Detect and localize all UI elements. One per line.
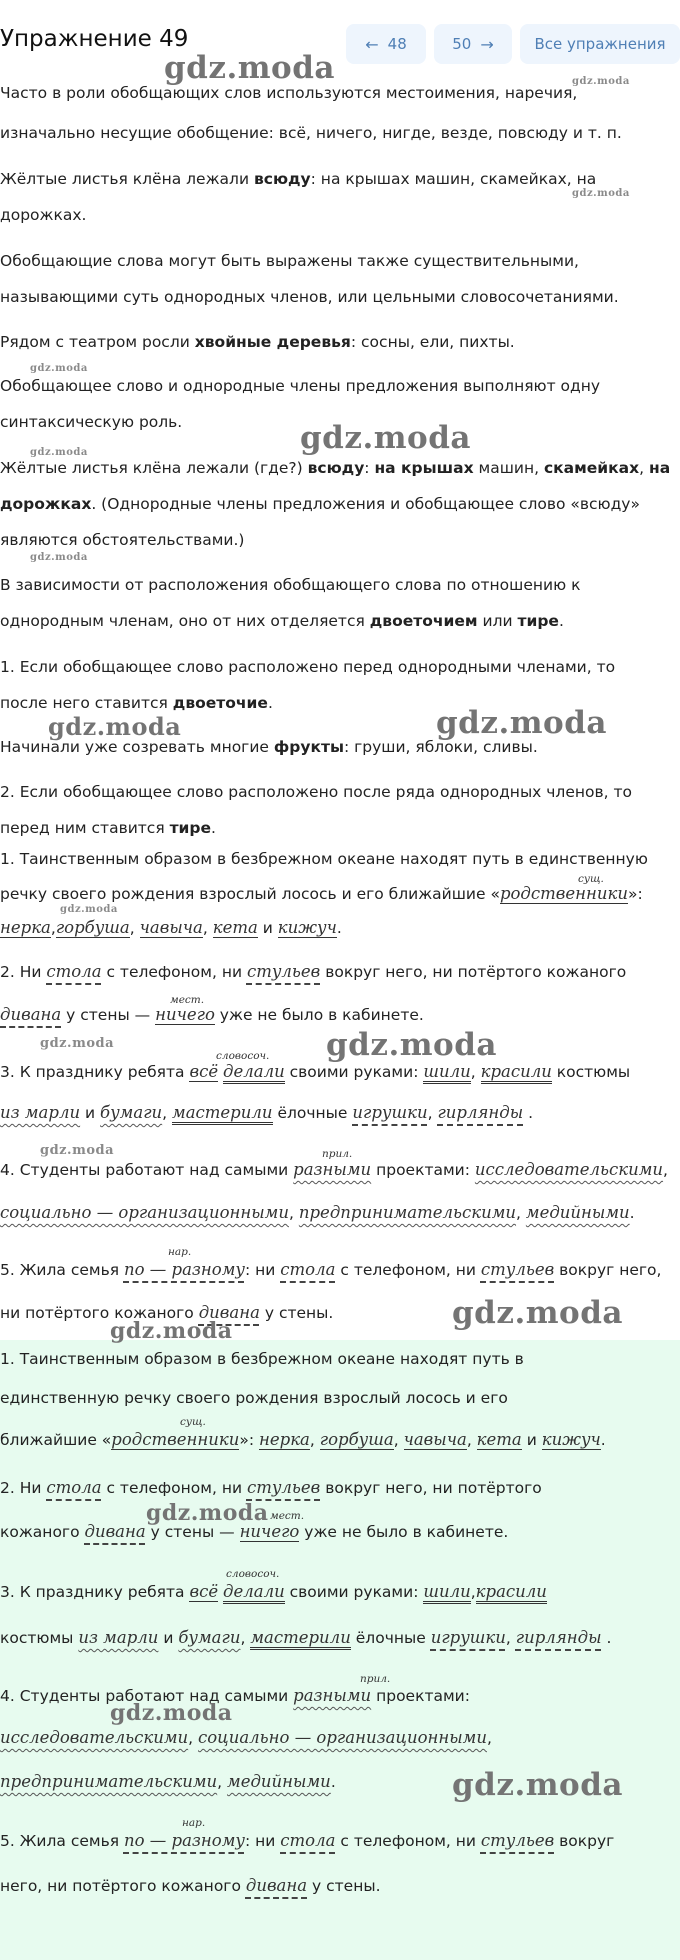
marked-word: стола xyxy=(280,1831,336,1850)
marked-word: всё xyxy=(189,1062,219,1081)
marked-word: предпринимательскими xyxy=(298,1203,517,1222)
theory-line xyxy=(0,612,564,630)
marked-word: из марли xyxy=(0,1103,81,1122)
marked-word: всё xyxy=(189,1582,219,1601)
marked-word: по — разному xyxy=(123,1831,245,1850)
part-of-speech-label: сущ. xyxy=(578,873,604,885)
text-fragment: . xyxy=(558,612,564,630)
watermark: gdz.moda xyxy=(572,188,630,199)
marked-word: чавыча xyxy=(403,1430,467,1449)
answer-1-line-3 xyxy=(0,1430,606,1449)
text-fragment: хвойные деревья xyxy=(194,333,351,351)
part-of-speech-label: словосоч. xyxy=(216,1050,270,1062)
marked-word: дивана xyxy=(198,1303,260,1322)
text-fragment: . xyxy=(523,1104,534,1122)
text-fragment: , xyxy=(470,1063,481,1081)
marked-word: чавыча xyxy=(139,918,203,937)
sentence-4-line-2 xyxy=(0,1203,635,1222)
theory-line xyxy=(0,413,182,431)
example-line xyxy=(0,531,244,549)
marked-word: медийными xyxy=(525,1203,630,1222)
text-fragment: 3. К празднику ребята xyxy=(0,1583,190,1601)
all-exercises-button[interactable] xyxy=(520,24,680,64)
text-fragment: Рядом с театром росли xyxy=(0,333,195,351)
text-fragment: , xyxy=(516,1204,526,1222)
marked-word: стульев xyxy=(480,1260,555,1279)
sentence-1-line-3 xyxy=(0,918,342,937)
text-fragment: , xyxy=(663,1161,668,1179)
marked-word: бумаги xyxy=(100,1103,163,1122)
text-fragment: изначально несущие обобщение: всё, ничего, нигде, везде, повсюду и т. п. xyxy=(0,124,622,142)
watermark: gdz.moda xyxy=(40,1143,115,1158)
text-fragment: 1. Таинственным образом в безбрежном океане находят путь в xyxy=(0,1350,524,1368)
sentence-3-line-1 xyxy=(0,1062,630,1081)
text-fragment: являются обстоятельствами.) xyxy=(0,531,245,549)
marked-word: предпринимательскими xyxy=(0,1772,218,1791)
answer-block xyxy=(0,1340,680,1960)
marked-word: мастерили xyxy=(172,1103,273,1125)
text-fragment: двоеточием xyxy=(369,612,478,630)
text-fragment: , xyxy=(240,1629,251,1647)
sentence-4-line-1 xyxy=(0,1160,668,1179)
text-fragment: . xyxy=(600,1431,606,1449)
theory-line xyxy=(0,288,619,306)
marked-word: гирлянды xyxy=(515,1628,602,1647)
text-fragment: называющими суть однородных членов, или цельными словосочетаниями. xyxy=(0,288,619,306)
watermark: gdz.moda xyxy=(146,1500,269,1526)
text-fragment: , xyxy=(505,1629,516,1647)
text-fragment: »: xyxy=(628,885,643,903)
text-fragment: вокруг него, xyxy=(554,1261,662,1279)
sentence-1-line-2 xyxy=(0,884,643,903)
text-fragment: 4. Студенты работают над самыми xyxy=(0,1687,294,1705)
watermark: gdz.moda xyxy=(60,904,118,915)
text-fragment: В зависимости от расположения обобщающего слова по отношению к xyxy=(0,576,581,594)
marked-word: кижуч xyxy=(277,918,337,937)
text-fragment: , xyxy=(289,1204,299,1222)
text-fragment: на xyxy=(649,459,671,477)
text-fragment: у стены. xyxy=(307,1877,381,1895)
text-fragment: . xyxy=(267,694,273,712)
prev-exercise-button[interactable] xyxy=(346,24,426,64)
marked-word: горбуша xyxy=(55,918,130,937)
text-fragment: . xyxy=(330,1773,336,1791)
marked-word: стола xyxy=(46,962,102,981)
text-fragment: костюмы xyxy=(551,1063,631,1081)
sentence-1-line-1 xyxy=(0,850,648,868)
text-fragment: , xyxy=(470,1583,476,1601)
marked-word: социально — организационными xyxy=(198,1728,487,1747)
watermark: gdz.moda xyxy=(164,50,335,86)
watermark: gdz.moda xyxy=(452,1767,623,1803)
part-of-speech-label: нар. xyxy=(168,1246,192,1258)
text-fragment: своими руками: xyxy=(284,1583,424,1601)
text-fragment: . xyxy=(629,1204,635,1222)
text-fragment: вокруг него, ни потёртого xyxy=(320,1479,542,1497)
text-fragment: синтаксическую роль. xyxy=(0,413,183,431)
text-fragment: Обобщающие слова могут быть выражены также существительными, xyxy=(0,252,579,270)
theory-line xyxy=(0,84,577,102)
answer-4-line-2 xyxy=(0,1728,492,1747)
watermark: gdz.moda xyxy=(30,447,88,458)
example-line xyxy=(0,495,640,513)
text-fragment: на крышах xyxy=(374,459,474,477)
marked-word: делали xyxy=(223,1062,285,1084)
text-fragment: с телефоном, ни xyxy=(101,963,247,981)
marked-word: дивана xyxy=(0,1005,62,1024)
text-fragment: своими руками: xyxy=(284,1063,424,1081)
text-fragment: : xyxy=(364,459,375,477)
text-fragment: Начинали уже созревать многие xyxy=(0,738,274,756)
theory-line xyxy=(0,377,600,395)
marked-word: медийными xyxy=(227,1772,331,1791)
marked-word: социально — организационными xyxy=(0,1203,289,1222)
text-fragment: однородным членам, оно от них отделяется xyxy=(0,612,370,630)
marked-word: мастерили xyxy=(250,1628,351,1650)
marked-word: кижуч xyxy=(541,1430,601,1449)
arrow-left-icon: ← xyxy=(365,34,379,54)
marked-word: делали xyxy=(223,1582,285,1604)
marked-word: кета xyxy=(476,1430,522,1449)
marked-word: разными xyxy=(293,1686,372,1705)
marked-word: дивана xyxy=(245,1876,308,1895)
text-fragment: Обобщающее слово и однородные члены предложения выполняют одну xyxy=(0,377,601,395)
marked-word: исследовательскими xyxy=(474,1160,664,1179)
answer-4-line-3 xyxy=(0,1772,336,1791)
text-fragment: речку своего рождения взрослый лосось и его ближайшие « xyxy=(0,885,500,903)
watermark: gdz.moda xyxy=(452,1295,623,1331)
text-fragment: 5. Жила семья xyxy=(0,1832,124,1850)
part-of-speech-label: прил. xyxy=(322,1148,353,1160)
exercise-header xyxy=(0,18,680,68)
marked-word: по — разному xyxy=(123,1260,245,1279)
marked-word: гирлянды xyxy=(437,1103,524,1122)
marked-word: стола xyxy=(280,1260,336,1279)
text-fragment: : ни xyxy=(244,1261,281,1279)
marked-word: нерка xyxy=(259,1430,310,1449)
text-fragment: , xyxy=(202,919,213,937)
marked-word: стола xyxy=(46,1478,102,1497)
text-fragment: тире xyxy=(517,612,559,630)
text-fragment: с телефоном, ни xyxy=(101,1479,247,1497)
text-fragment: 4. Студенты работают над самыми xyxy=(0,1161,294,1179)
rule-line xyxy=(0,694,273,712)
watermark: gdz.moda xyxy=(572,76,630,87)
marked-word: красили xyxy=(476,1582,547,1604)
watermark: gdz.moda xyxy=(300,420,471,456)
answer-3-line-1 xyxy=(0,1582,547,1601)
watermark: gdz.moda xyxy=(30,552,88,563)
watermark: gdz.moda xyxy=(30,363,88,374)
text-fragment: , xyxy=(50,919,56,937)
text-fragment: »: xyxy=(239,1431,255,1449)
text-fragment: Жёлтые листья клёна лежали (где?) xyxy=(0,459,308,477)
text-fragment: : ни xyxy=(244,1832,281,1850)
answer-1-line-2 xyxy=(0,1389,508,1407)
text-fragment: всюду xyxy=(307,459,365,477)
answer-5-line-1 xyxy=(0,1831,614,1850)
marked-word: из марли xyxy=(78,1628,159,1647)
text-fragment: костюмы xyxy=(0,1629,79,1647)
watermark: gdz.moda xyxy=(326,1027,497,1063)
sentence-2-line-2 xyxy=(0,1005,424,1024)
text-fragment: всюду xyxy=(253,170,311,188)
text-fragment: и xyxy=(158,1629,179,1647)
text-fragment: , xyxy=(427,1104,438,1122)
text-fragment: 3. К празднику ребята xyxy=(0,1063,190,1081)
answer-5-line-2 xyxy=(0,1876,381,1895)
text-fragment: , xyxy=(188,1729,198,1747)
answer-3-line-2 xyxy=(0,1628,611,1647)
text-fragment: машин, xyxy=(473,459,544,477)
text-fragment: , xyxy=(217,1773,228,1791)
marked-word: исследовательскими xyxy=(0,1728,189,1747)
answer-4-line-1 xyxy=(0,1686,470,1705)
text-fragment: двоеточие xyxy=(172,694,268,712)
text-fragment: уже не было в кабинете. xyxy=(299,1523,509,1541)
arrow-right-icon: → xyxy=(480,34,494,54)
marked-word: ничего xyxy=(155,1005,215,1024)
marked-word: ничего xyxy=(239,1522,300,1541)
example-line xyxy=(0,459,670,477)
text-fragment: . xyxy=(211,819,216,837)
theory-line xyxy=(0,252,579,270)
text-fragment: Часто в роли обобщающих слов используются местоимения, наречия, xyxy=(0,84,578,102)
rule-line xyxy=(0,819,216,837)
marked-word: игрушки xyxy=(352,1103,428,1122)
text-fragment: 2. Ни xyxy=(0,963,47,981)
text-fragment: . xyxy=(336,919,342,937)
marked-word: шили xyxy=(423,1062,470,1084)
marked-word: родственники xyxy=(499,884,628,903)
rule-line xyxy=(0,658,615,676)
rule-line xyxy=(0,783,632,801)
text-fragment: Жёлтые листья клёна лежали xyxy=(0,170,254,188)
text-fragment: дорожках. xyxy=(0,206,87,224)
text-fragment: вокруг xyxy=(554,1832,615,1850)
text-fragment: . xyxy=(601,1629,612,1647)
text-fragment: и xyxy=(257,919,278,937)
text-fragment: , xyxy=(129,919,140,937)
text-fragment: 1. Если обобщающее слово расположено перед однородными членами, то xyxy=(0,658,616,676)
text-fragment: , xyxy=(309,1431,320,1449)
text-fragment: него, ни потёртого кожаного xyxy=(0,1877,246,1895)
text-fragment: тире xyxy=(169,819,212,837)
page-title: Упражнение 49 xyxy=(0,26,189,52)
sentence-3-line-2 xyxy=(0,1103,533,1122)
text-fragment: , xyxy=(466,1431,477,1449)
prev-exercise-label: 48 xyxy=(387,35,407,53)
marked-word: горбуша xyxy=(319,1430,394,1449)
text-fragment: у стены. xyxy=(259,1304,334,1322)
marked-word: игрушки xyxy=(430,1628,506,1647)
watermark: gdz.moda xyxy=(48,712,182,741)
sentence-2-line-1 xyxy=(0,962,626,981)
marked-word: стульев xyxy=(480,1831,555,1850)
text-fragment: 5. Жила семья xyxy=(0,1261,124,1279)
part-of-speech-label: сущ. xyxy=(180,1416,206,1428)
text-fragment: , xyxy=(393,1431,404,1449)
sentence-5-line-1 xyxy=(0,1260,661,1279)
theory-line xyxy=(0,124,622,142)
example-line xyxy=(0,206,86,224)
text-fragment: с телефоном, ни xyxy=(335,1261,481,1279)
text-fragment: ближайшие « xyxy=(0,1431,112,1449)
answer-2-line-1 xyxy=(0,1478,542,1497)
text-fragment: . (Однородные члены предложения и обобщающее слово «всюду» xyxy=(91,495,640,513)
text-fragment: , xyxy=(162,1104,173,1122)
text-fragment: кожаного xyxy=(0,1523,85,1541)
text-fragment: , xyxy=(487,1729,492,1747)
text-fragment: : на крышах машин, скамейках, на xyxy=(310,170,597,188)
part-of-speech-label: мест. xyxy=(270,1510,305,1522)
text-fragment: , xyxy=(639,459,649,477)
marked-word: бумаги xyxy=(178,1628,241,1647)
text-fragment: дорожках xyxy=(0,495,92,513)
part-of-speech-label: мест. xyxy=(170,994,205,1006)
text-fragment: проектами: xyxy=(371,1687,470,1705)
part-of-speech-label: словосоч. xyxy=(226,1568,280,1580)
marked-word: стульев xyxy=(246,1478,321,1497)
text-fragment: и xyxy=(521,1431,542,1449)
part-of-speech-label: прил. xyxy=(360,1673,391,1685)
text-fragment: 1. Таинственным образом в безбрежном океане находят путь в единственную xyxy=(0,850,648,868)
marked-word: дивана xyxy=(84,1522,146,1541)
example-line xyxy=(0,333,515,351)
text-fragment: перед ним ставится xyxy=(0,819,170,837)
text-fragment: проектами: xyxy=(371,1161,475,1179)
text-fragment: 2. Ни xyxy=(0,1479,47,1497)
text-fragment: скамейках xyxy=(543,459,640,477)
text-fragment: фрукты xyxy=(273,738,344,756)
part-of-speech-label: нар. xyxy=(182,1817,206,1829)
watermark: gdz.moda xyxy=(110,1318,233,1344)
text-fragment: ёлочные xyxy=(355,1629,426,1647)
text-fragment: уже не было в кабинете. xyxy=(214,1006,424,1024)
text-fragment: после него ставится xyxy=(0,694,173,712)
watermark: gdz.moda xyxy=(40,1036,115,1051)
next-exercise-label: 50 xyxy=(452,35,472,53)
marked-word: родственники xyxy=(111,1430,240,1449)
next-exercise-button[interactable] xyxy=(434,24,512,64)
text-fragment: единственную речку своего рождения взрослый лосось и его xyxy=(0,1389,508,1407)
answer-1-line-1 xyxy=(0,1350,524,1368)
text-fragment: : сосны, ели, пихты. xyxy=(350,333,515,351)
text-fragment: : груши, яблоки, сливы. xyxy=(343,738,538,756)
marked-word: шили xyxy=(423,1582,470,1604)
text-fragment: или xyxy=(477,612,518,630)
watermark: gdz.moda xyxy=(436,705,607,741)
all-exercises-label: Все упражнения xyxy=(534,35,666,53)
marked-word: стульев xyxy=(246,962,321,981)
text-fragment: с телефоном, ни xyxy=(335,1832,481,1850)
marked-word: кета xyxy=(212,918,258,937)
text-fragment: ни потёртого кожаного xyxy=(0,1304,199,1322)
marked-word: красили xyxy=(481,1062,552,1084)
text-fragment: 2. Если обобщающее слово расположено после ряда однородных членов, то xyxy=(0,783,632,801)
text-fragment: у стены — xyxy=(61,1006,156,1024)
theory-line xyxy=(0,576,580,594)
text-fragment: и xyxy=(80,1104,101,1122)
text-fragment: ёлочные xyxy=(277,1104,348,1122)
watermark: gdz.moda xyxy=(110,1700,233,1726)
text-fragment: у стены — xyxy=(145,1523,240,1541)
example-line xyxy=(0,170,596,188)
marked-word: нерка xyxy=(0,918,51,937)
text-fragment: вокруг него, ни потёртого кожаного xyxy=(320,963,627,981)
marked-word: разными xyxy=(293,1160,372,1179)
